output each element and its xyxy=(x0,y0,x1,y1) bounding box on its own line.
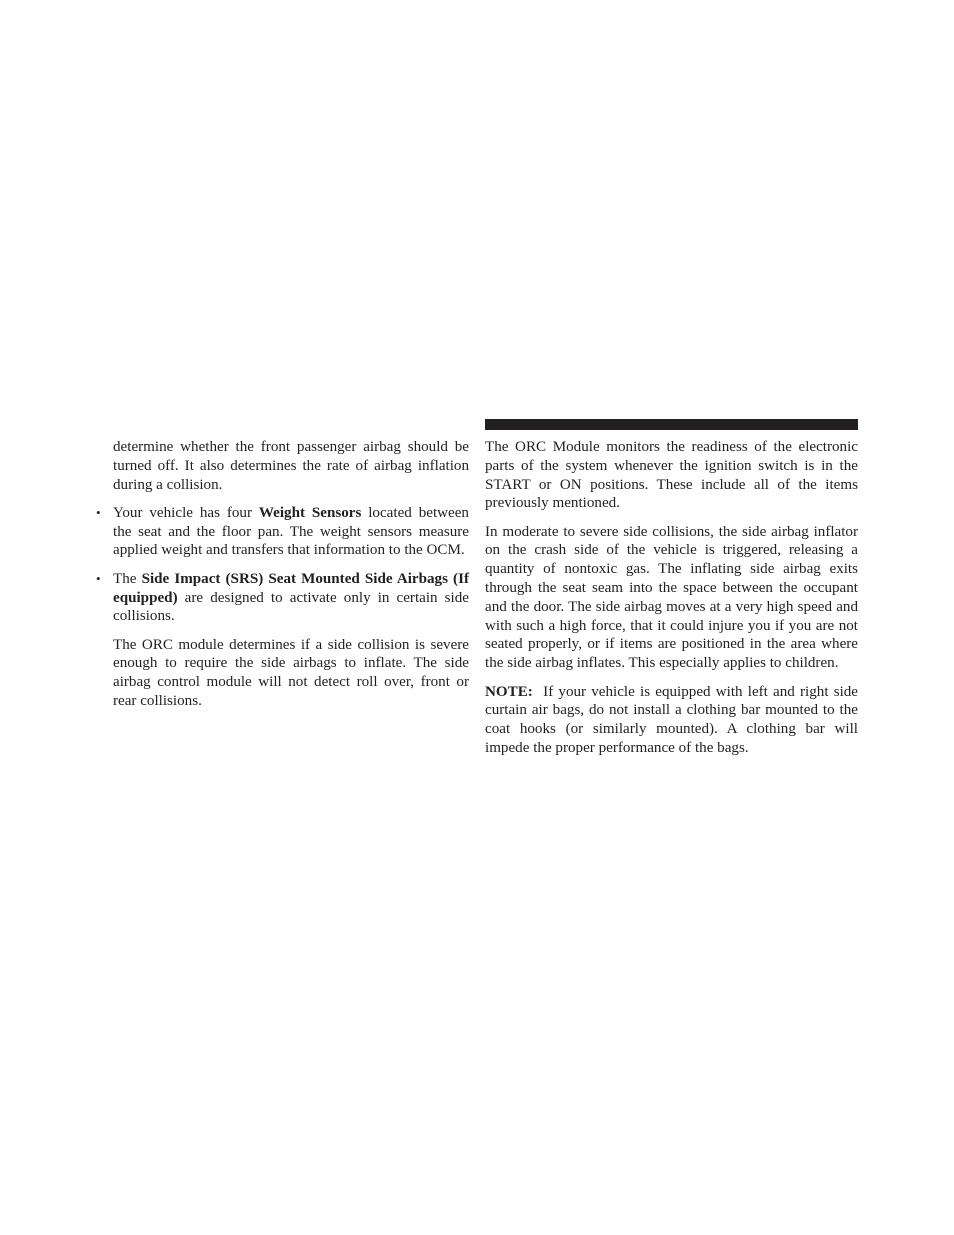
orc-readiness-paragraph: The ORC Module monitors the readiness of the electronic parts of the system whenever the ignition switch is in the START or ON positions. These include all of the items previously mentioned. xyxy=(485,439,858,512)
note-label: NOTE: xyxy=(485,683,533,700)
right-column xyxy=(485,438,858,767)
bullet-icon: • xyxy=(96,504,101,520)
left-column xyxy=(96,438,469,720)
bullet-icon: • xyxy=(96,570,101,586)
section-header-rule xyxy=(485,419,858,430)
note-text: If your vehicle is equipped with left and right side curtain air bags, do not install a clothing bar mounted to the coat hooks (or similarly mounted). A clothing bar will impede the proper performance of the bags. xyxy=(485,683,859,756)
bullet-side-airbags: • The Side Impact (SRS) Seat Mounted Side Airbags (If equipped) are designed to activate only in certain side collisions. xyxy=(96,570,469,625)
weight-sensors-term: Weight Sensors xyxy=(258,504,362,521)
bullet-weight-sensors: • Your vehicle has four Weight Sensors located between the seat and the floor pan. The weight sensors measure applied weight and transfers that information to the OCM. xyxy=(96,504,469,559)
orc-side-collision-paragraph: The ORC module determines if a side collision is severe enough to require the side airbags to inflate. The side airbag control module will not detect roll over, front or rear collisions. xyxy=(113,636,469,710)
note-paragraph xyxy=(485,683,858,758)
continuation-paragraph: determine whether the front passenger airbag should be turned off. It also determines the rate of airbag inflation during a collision. xyxy=(113,439,469,493)
side-collision-paragraph: In moderate to severe side collisions, the side airbag inflator on the crash side of the vehicle is triggered, releasing a quantity of nontoxic gas. The inflating side airbag exits through the seat seam into the space between the occupant and the door. The side airbag moves at a very high speed and with such a high force, that it could injure you if you are not seated properly, or if items are positioned in the area where the side airbag inflates. This especially applies to children. xyxy=(485,523,858,672)
side-airbags-term: Side Impact (SRS) Seat Mounted Side Airbags (If equipped) xyxy=(113,570,469,606)
